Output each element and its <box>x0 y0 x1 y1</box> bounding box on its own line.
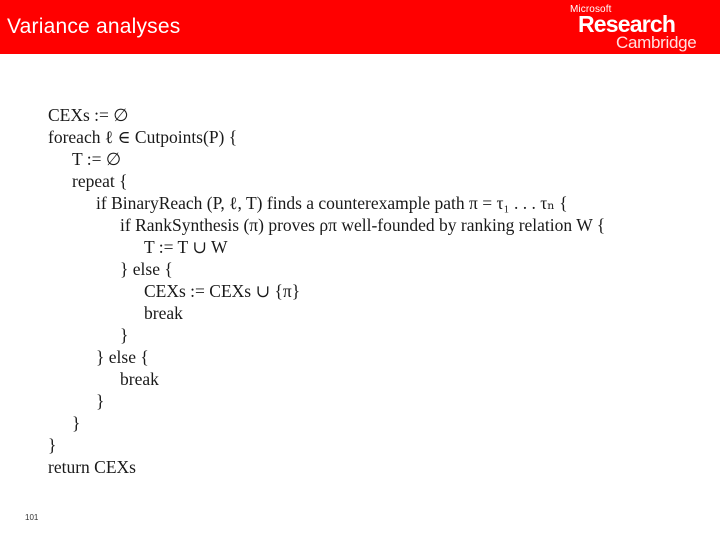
code-line: } <box>120 325 129 345</box>
code-line: CEXs := CEXs ∪ {π} <box>144 281 301 301</box>
code-line: repeat { <box>72 171 128 191</box>
slide-title: Variance analyses <box>7 15 181 38</box>
code-line: break <box>120 369 159 389</box>
logo-lab: Research <box>578 11 676 37</box>
code-line: T := T ∪ W <box>144 237 228 257</box>
logo-company: Microsoft <box>570 4 612 15</box>
code-line: foreach ℓ ∈ Cutpoints(P) { <box>48 127 238 147</box>
code-line: } <box>48 435 57 455</box>
code-line: } else { <box>96 347 149 367</box>
code-line: } else { <box>120 259 173 279</box>
code-line: } <box>72 413 81 433</box>
code-line: T := ∅ <box>72 149 122 169</box>
code-line: break <box>144 303 183 323</box>
page-number: 101 <box>25 513 39 522</box>
code-line: return CEXs <box>48 457 136 477</box>
code-line: CEXs := ∅ <box>48 105 129 125</box>
algorithm-listing <box>48 104 718 478</box>
code-line: } <box>96 391 105 411</box>
title-bar <box>0 0 720 54</box>
code-line: if BinaryReach (P, ℓ, T) finds a counterexample path π = τ₁ . . . τₙ { <box>96 193 568 213</box>
code-line: if RankSynthesis (π) proves ρπ well-founded by ranking relation W { <box>120 215 606 235</box>
logo-location: Cambridge <box>616 33 697 52</box>
microsoft-research-cambridge-logo <box>570 4 715 50</box>
